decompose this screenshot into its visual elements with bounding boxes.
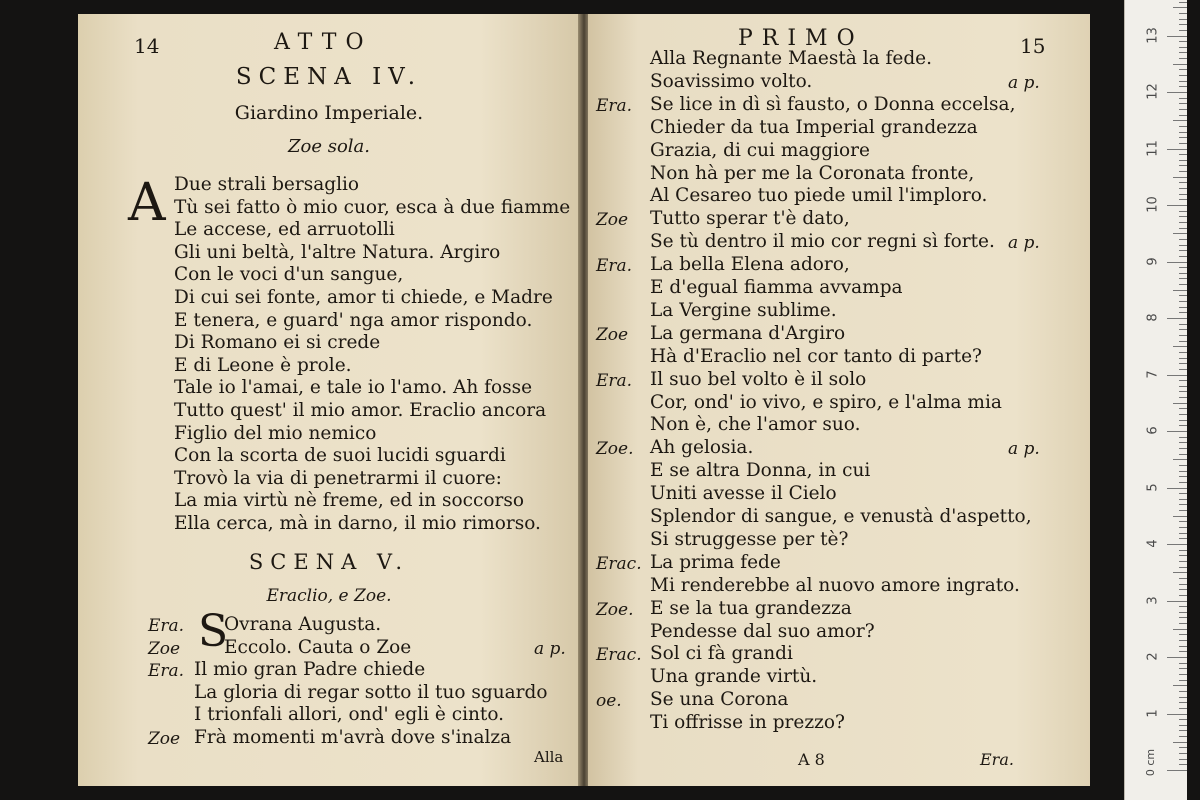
right-page bbox=[588, 14, 1090, 786]
verse-line: Si struggesse per tè? bbox=[650, 528, 849, 550]
ruler-tick bbox=[1179, 702, 1187, 703]
speaker-label: Era. bbox=[596, 256, 633, 277]
ruler-tick bbox=[1173, 177, 1187, 178]
ruler-tick bbox=[1179, 171, 1187, 172]
ruler-tick bbox=[1173, 7, 1187, 8]
ruler-tick bbox=[1167, 714, 1187, 715]
aside-mark: a p. bbox=[1008, 439, 1040, 460]
verse-line: Una grande virtù. bbox=[650, 666, 818, 688]
verse-line: Ti offrisse in prezzo? bbox=[650, 712, 845, 734]
ruler-tick bbox=[1179, 425, 1187, 426]
ruler-number: 4 bbox=[1145, 539, 1161, 548]
speaker-label: Zoe bbox=[148, 638, 181, 659]
ruler-tick bbox=[1179, 674, 1187, 675]
ruler-tick bbox=[1179, 527, 1187, 528]
aside-mark: a p. bbox=[1008, 72, 1040, 93]
verse-line: Tutto quest' il mio amor. Eraclio ancora bbox=[174, 400, 547, 421]
ruler-tick bbox=[1179, 493, 1187, 494]
ruler-tick bbox=[1179, 19, 1187, 20]
verse-line: I trionfali allori, ond' egli è cinto. bbox=[194, 704, 505, 726]
ruler-tick bbox=[1179, 329, 1187, 330]
verse-line: E di Leone è prole. bbox=[174, 354, 352, 376]
verse-line: Le accese, ed arruotolli bbox=[174, 219, 395, 241]
running-header: PRIMO bbox=[738, 26, 864, 51]
ruler-tick bbox=[1173, 685, 1187, 686]
verse-line: Di Romano ei si crede bbox=[174, 332, 381, 354]
ruler-tick bbox=[1179, 397, 1187, 398]
speaker-label: Zoe bbox=[596, 210, 629, 231]
ruler-tick bbox=[1179, 369, 1187, 370]
speaker-label: Zoe. bbox=[596, 439, 634, 460]
ruler-tick bbox=[1179, 764, 1187, 765]
ruler-number: 5 bbox=[1145, 482, 1161, 492]
ruler-tick bbox=[1179, 595, 1187, 596]
ruler-tick bbox=[1179, 47, 1187, 48]
ruler-tick bbox=[1179, 58, 1187, 59]
ruler-tick bbox=[1179, 295, 1187, 296]
ruler-number: 11 bbox=[1145, 139, 1161, 157]
ruler-tick bbox=[1179, 561, 1187, 562]
verse-line: La prima fede bbox=[650, 551, 781, 573]
ruler-tick bbox=[1179, 222, 1187, 223]
ruler-tick bbox=[1179, 725, 1187, 726]
speaker-label: Zoe. bbox=[596, 599, 634, 620]
verse-line: Due strali bersaglio bbox=[174, 174, 360, 195]
verse-line: Tutto sperar t'è dato, bbox=[650, 208, 850, 230]
verse-line: Pendesse dal suo amor? bbox=[650, 620, 875, 642]
ruler-number: 10 bbox=[1145, 196, 1161, 213]
ruler-tick bbox=[1179, 521, 1187, 522]
ruler-tick bbox=[1167, 149, 1187, 150]
ruler-tick bbox=[1179, 623, 1187, 624]
ruler-number: 9 bbox=[1145, 256, 1161, 266]
ruler-number: 12 bbox=[1145, 83, 1161, 100]
ruler-tick bbox=[1179, 312, 1187, 313]
ruler-tick bbox=[1179, 584, 1187, 585]
ruler-tick bbox=[1167, 92, 1187, 93]
ruler-tick bbox=[1179, 182, 1187, 183]
ruler-tick bbox=[1179, 81, 1187, 82]
ruler-tick bbox=[1179, 499, 1187, 500]
speaker-label: Zoe bbox=[148, 729, 181, 749]
ruler-tick bbox=[1179, 533, 1187, 534]
verse-line: La mia virtù nè freme, ed in soccorso bbox=[174, 490, 524, 512]
verse-line: Trovò la via di penetrarmi il cuore: bbox=[174, 467, 502, 489]
ruler-tick bbox=[1179, 41, 1187, 42]
speaker-label: oe. bbox=[596, 691, 622, 712]
ruler-tick bbox=[1173, 459, 1187, 460]
ruler-tick bbox=[1179, 30, 1187, 31]
verse-line: La gloria di regar sotto il tuo sguardo bbox=[194, 681, 548, 703]
verse-line: Frà momenti m'avrà dove s'inalza bbox=[194, 727, 512, 748]
ruler-tick bbox=[1173, 64, 1187, 65]
verse-line: Ella cerca, mà in darno, il mio rimorso. bbox=[174, 513, 541, 534]
verse-line: Il mio gran Padre chiede bbox=[194, 659, 426, 681]
verse-line: Al Cesareo tuo piede umil l'imploro. bbox=[650, 185, 988, 207]
ruler-tick bbox=[1167, 36, 1187, 37]
verse-line: La Vergine sublime. bbox=[650, 299, 837, 321]
ruler-tick bbox=[1167, 262, 1187, 263]
ruler-tick bbox=[1179, 663, 1187, 664]
ruler-tick bbox=[1179, 747, 1187, 748]
aside-mark: a p. bbox=[534, 638, 566, 659]
ruler-tick bbox=[1179, 454, 1187, 455]
ruler-tick bbox=[1179, 476, 1187, 477]
ruler-tick bbox=[1179, 199, 1187, 200]
verse-line: Soavissimo volto. bbox=[650, 70, 813, 92]
verse-line: Se lice in dì sì fausto, o Donna eccelsa, bbox=[650, 93, 1016, 115]
ruler-tick bbox=[1179, 352, 1187, 353]
left-page bbox=[78, 14, 580, 786]
speaker-label: Era. bbox=[148, 616, 185, 636]
ruler-tick bbox=[1179, 273, 1187, 274]
ruler-tick bbox=[1179, 194, 1187, 195]
verse-line: Il suo bel volto è il solo bbox=[650, 368, 867, 390]
ruler-tick bbox=[1167, 375, 1187, 376]
ruler-tick bbox=[1179, 52, 1187, 53]
ruler-tick bbox=[1179, 307, 1187, 308]
ruler-tick bbox=[1167, 544, 1187, 545]
ruler-number: 2 bbox=[1145, 652, 1161, 661]
ruler-tick bbox=[1179, 154, 1187, 155]
ruler-tick bbox=[1179, 391, 1187, 392]
ruler-tick bbox=[1179, 708, 1187, 709]
verse-line: Tale io l'amai, e tale io l'amo. Ah fosse bbox=[174, 377, 533, 399]
ruler-number: 8 bbox=[1145, 313, 1161, 322]
ruler-tick bbox=[1173, 233, 1187, 234]
ruler-tick bbox=[1179, 680, 1187, 681]
ruler-tick bbox=[1179, 651, 1187, 652]
ruler-tick bbox=[1179, 538, 1187, 539]
ruler-tick bbox=[1179, 386, 1187, 387]
ruler-tick bbox=[1179, 420, 1187, 421]
ruler-tick bbox=[1179, 245, 1187, 246]
verse-line: La bella Elena adoro, bbox=[650, 254, 850, 276]
ruler-tick bbox=[1179, 284, 1187, 285]
ruler-tick bbox=[1179, 69, 1187, 70]
speaker-label: Era. bbox=[596, 370, 633, 391]
ruler-tick bbox=[1179, 448, 1187, 449]
ruler-tick bbox=[1179, 109, 1187, 110]
ruler-tick bbox=[1179, 228, 1187, 229]
running-header: ATTO bbox=[274, 30, 373, 55]
ruler-tick bbox=[1179, 278, 1187, 279]
ruler-tick bbox=[1179, 504, 1187, 505]
open-book bbox=[78, 14, 1090, 786]
scene-v-title: SCENA V. bbox=[248, 550, 410, 574]
ruler-number: 13 bbox=[1145, 26, 1161, 44]
verse-line: Eccolo. Cauta o Zoe bbox=[224, 636, 412, 658]
ruler-tick bbox=[1179, 335, 1187, 336]
verse-line: Mi renderebbe al nuovo amore ingrato. bbox=[650, 574, 1020, 596]
ruler-tick bbox=[1179, 324, 1187, 325]
ruler-number: 7 bbox=[1145, 369, 1161, 379]
ruler-tick bbox=[1179, 126, 1187, 127]
ruler-tick bbox=[1179, 617, 1187, 618]
ruler-tick bbox=[1179, 380, 1187, 381]
verse-line: Grazia, di cui maggiore bbox=[650, 139, 870, 161]
verse-line: Hà d'Eraclio nel cor tanto di parte? bbox=[650, 345, 982, 367]
ruler-tick bbox=[1179, 165, 1187, 166]
verse-line: Se tù dentro il mio cor regni sì forte. bbox=[650, 231, 995, 253]
ruler-tick bbox=[1179, 437, 1187, 438]
ruler-tick bbox=[1179, 550, 1187, 551]
scene-v-cast: Eraclio, e Zoe. bbox=[266, 586, 392, 606]
aside-mark: a p. bbox=[1008, 233, 1040, 254]
ruler-tick bbox=[1179, 103, 1187, 104]
verse-line: Cor, ond' io vivo, e spiro, e l'alma mia bbox=[650, 391, 1002, 413]
ruler-tick bbox=[1167, 205, 1187, 206]
verse-line: Chieder da tua Imperial grandezza bbox=[650, 116, 978, 138]
ruler-tick bbox=[1179, 267, 1187, 268]
speaker-label: Erac. bbox=[596, 553, 642, 574]
ruler-tick bbox=[1173, 629, 1187, 630]
ruler-tick bbox=[1179, 239, 1187, 240]
ruler-tick bbox=[1179, 13, 1187, 14]
verse-line: E d'egual fiamma avvampa bbox=[650, 277, 903, 298]
verse-line: E tenera, e guard' nga amor rispondo. bbox=[174, 309, 533, 331]
ruler-tick bbox=[1179, 408, 1187, 409]
ruler-tick bbox=[1173, 516, 1187, 517]
ruler-tick bbox=[1179, 634, 1187, 635]
ruler-tick bbox=[1173, 572, 1187, 573]
ruler-tick bbox=[1179, 697, 1187, 698]
ruler-tick bbox=[1179, 216, 1187, 217]
ruler-tick bbox=[1179, 301, 1187, 302]
ruler-tick bbox=[1179, 160, 1187, 161]
ruler-tick bbox=[1179, 256, 1187, 257]
speaker-label: Erac. bbox=[596, 645, 642, 666]
verse-line: Non hà per me la Coronata fronte, bbox=[650, 162, 975, 184]
verse-line: Figlio del mio nemico bbox=[174, 422, 377, 444]
ruler-tick bbox=[1179, 98, 1187, 99]
ruler-tick bbox=[1167, 431, 1187, 432]
page-number: 14 bbox=[134, 34, 160, 58]
speaker-label: Era. bbox=[596, 95, 633, 116]
ruler-tick bbox=[1179, 482, 1187, 483]
signature-mark: A 8 bbox=[798, 750, 825, 769]
ruler-tick bbox=[1179, 471, 1187, 472]
ruler-tick bbox=[1179, 567, 1187, 568]
ruler-tick bbox=[1179, 759, 1187, 760]
ruler-tick bbox=[1173, 120, 1187, 121]
ruler-tick bbox=[1179, 250, 1187, 251]
scene-iv-title: SCENA IV. bbox=[235, 64, 423, 90]
verse-line: Con la scorta de suoi lucidi sguardi bbox=[174, 445, 506, 467]
verse-line: E se altra Donna, in cui bbox=[650, 460, 871, 482]
verse-line: Splendor di sangue, e venustà d'aspetto, bbox=[650, 506, 1032, 527]
ruler-tick bbox=[1167, 318, 1187, 319]
ruler-tick bbox=[1179, 510, 1187, 511]
speaker-label: Zoe bbox=[596, 324, 629, 345]
ruler-tick bbox=[1179, 86, 1187, 87]
verse-line: Ovrana Augusta. bbox=[224, 614, 382, 635]
ruler-tick bbox=[1179, 2, 1187, 3]
ruler-tick bbox=[1179, 465, 1187, 466]
ruler-tick bbox=[1179, 188, 1187, 189]
drop-cap-v: S bbox=[198, 606, 229, 657]
ruler-tick bbox=[1179, 555, 1187, 556]
ruler-tick bbox=[1179, 143, 1187, 144]
verse-line: Con le voci d'un sangue, bbox=[174, 264, 404, 286]
ruler-tick bbox=[1179, 442, 1187, 443]
ruler-unit: 0 cm bbox=[1144, 748, 1158, 777]
verse-line: Sol ci fà grandi bbox=[650, 643, 793, 665]
verse-line: Tù sei fatto ò mio cuor, esca à due fiamme bbox=[174, 196, 571, 218]
ruler-number: 1 bbox=[1145, 708, 1161, 718]
ruler-tick bbox=[1173, 346, 1187, 347]
ruler-tick bbox=[1179, 719, 1187, 720]
verse-line: La germana d'Argiro bbox=[650, 322, 846, 344]
ruler-tick bbox=[1179, 640, 1187, 641]
catchword: Alla bbox=[534, 748, 564, 766]
ruler-tick bbox=[1179, 730, 1187, 731]
ruler-tick bbox=[1173, 290, 1187, 291]
verse-line: Uniti avesse il Cielo bbox=[650, 483, 837, 505]
page-number: 15 bbox=[1020, 34, 1046, 58]
ruler-tick bbox=[1173, 742, 1187, 743]
speaker-label: Era. bbox=[148, 661, 185, 682]
verse-line: Se una Corona bbox=[650, 689, 789, 711]
verse-line: Gli uni beltà, l'altre Natura. Argiro bbox=[174, 241, 501, 263]
ruler-tick bbox=[1179, 646, 1187, 647]
ruler-tick bbox=[1167, 657, 1187, 658]
ruler-tick bbox=[1179, 668, 1187, 669]
ruler-tick bbox=[1179, 736, 1187, 737]
measuring-ruler bbox=[1124, 0, 1187, 800]
verse-line: E se la tua grandezza bbox=[650, 597, 852, 619]
ruler-tick bbox=[1179, 578, 1187, 579]
ruler-tick bbox=[1179, 589, 1187, 590]
ruler-tick bbox=[1179, 358, 1187, 359]
ruler-tick bbox=[1179, 414, 1187, 415]
ruler-number: 3 bbox=[1145, 595, 1161, 605]
ruler-tick bbox=[1179, 753, 1187, 754]
ruler-tick bbox=[1179, 341, 1187, 342]
verse-line: Alla Regnante Maestà la fede. bbox=[650, 48, 932, 69]
ruler-tick bbox=[1179, 691, 1187, 692]
ruler-tick bbox=[1173, 403, 1187, 404]
ruler-tick bbox=[1179, 211, 1187, 212]
ruler-tick bbox=[1179, 132, 1187, 133]
scene-iv-cast: Zoe sola. bbox=[287, 136, 370, 157]
ruler-number: 6 bbox=[1145, 426, 1161, 435]
ruler-tick bbox=[1179, 363, 1187, 364]
ruler-tick bbox=[1179, 612, 1187, 613]
catchword: Era. bbox=[980, 750, 1014, 769]
verse-line: Non è, che l'amor suo. bbox=[650, 414, 861, 436]
verse-line: Ah gelosia. bbox=[650, 437, 754, 459]
ruler-tick bbox=[1179, 115, 1187, 116]
ruler-tick bbox=[1167, 601, 1187, 602]
ruler-tick bbox=[1179, 24, 1187, 25]
drop-cap: A bbox=[128, 173, 166, 233]
ruler-tick bbox=[1179, 606, 1187, 607]
verse-line: Di cui sei fonte, amor ti chiede, e Madre bbox=[174, 287, 553, 308]
ruler-tick bbox=[1179, 137, 1187, 138]
ruler-tick bbox=[1167, 770, 1187, 771]
scene-iv-setting: Giardino Imperiale. bbox=[234, 102, 424, 124]
ruler-tick bbox=[1167, 488, 1187, 489]
ruler-tick bbox=[1179, 75, 1187, 76]
